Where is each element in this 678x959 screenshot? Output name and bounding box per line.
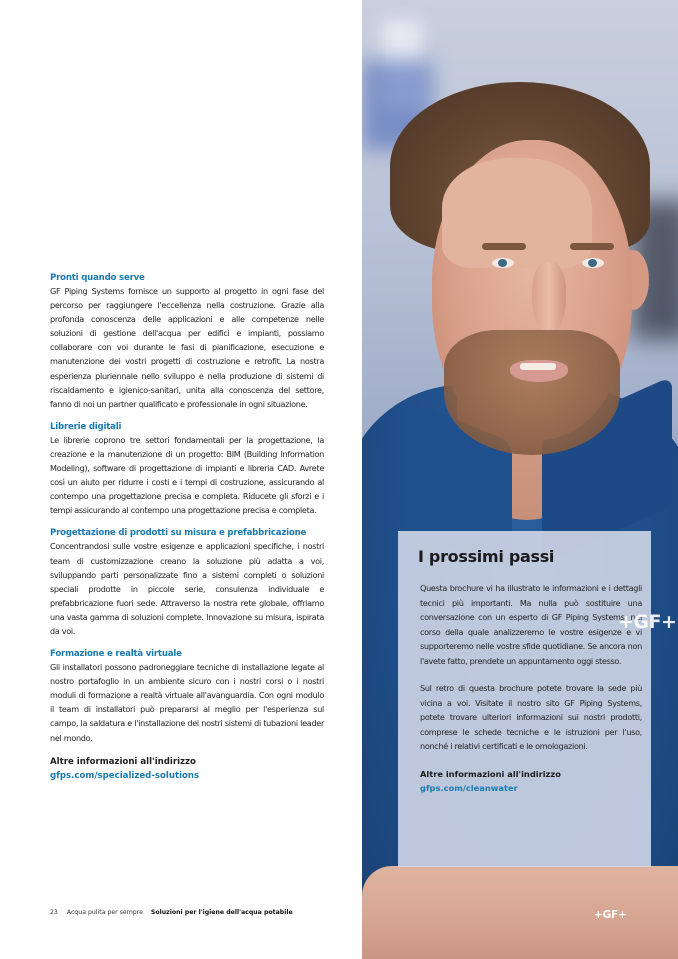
cleanwater-link[interactable]: gfps.com/cleanwater xyxy=(420,782,518,793)
forearm xyxy=(362,866,678,959)
left-column xyxy=(50,272,324,783)
section-title: Pronti quando serve xyxy=(50,273,145,283)
brochure-name: Acqua pulita per sempre xyxy=(66,909,143,916)
next-steps-paragraph: Sul retro di questa brochure potete trovare la sede più vicina a voi. Visitate il nostro sito GF Piping Systems, potete trovare ulteriori informazioni sui nostri prodotti, comprese le schede tecniche e le istruzioni per l'uso, nonché i relativi certificati e le omologazioni. xyxy=(420,683,642,751)
section-custom-products xyxy=(50,527,324,638)
section-title: Progettazione di prodotti su misura e prefabbricazione xyxy=(50,528,307,539)
section-title: Librerie digitali xyxy=(50,421,122,432)
next-steps-title: I prossimi passi xyxy=(418,547,555,566)
eye-right xyxy=(582,258,604,268)
teeth xyxy=(520,363,556,370)
more-info-label: Altre informazioni all'indirizzo xyxy=(50,756,196,767)
eyebrow-right xyxy=(570,243,614,250)
next-steps-box xyxy=(398,531,651,867)
section-body: Le librerie coprono tre settori fondamentali per la progettazione, la creazione e la manutenzione di un progetto: BIM (Building Information Modeling), software di progettazione di impianti e libreria CAD. Avrete così un aiuto per ridurre i costi e i tempi di costruzione, assicurando al contempo una progettazione precisa e completa. Riducete gli sforzi e i tempi assicurando al contempo una progettazione precisa e completa. xyxy=(50,434,324,516)
specialized-solutions-link[interactable]: gfps.com/specialized-solutions xyxy=(50,770,200,781)
more-info-label: Altre informazioni all'indirizzo xyxy=(420,768,561,779)
page-number: 23 xyxy=(50,909,58,916)
section-body: GF Piping Systems fornisce un supporto al progetto in ogni fase del percorso per raggiungere l'eccellenza nella costruzione. Grazie alla profonda conoscenza delle applicazioni e alle competenze nelle soluzioni di gestione dell'acqua per edifici e impianti, possiamo collaborare con voi durante le fasi di pianificazione, esecuzione e manutenzione dei vostri progetti di costruzione e retrofit. La nostra esperienza pluriennale nello sviluppo e nella produzione di sistemi di riscaldamento e igienico-sanitari, unita alla conoscenza del settore, fanno di noi un partner qualificato e professionale in ogni situazione. xyxy=(50,286,324,409)
gf-logo: +GF+ xyxy=(594,909,627,921)
section-body: Concentrandosi sulle vostre esigenze e applicazioni specifiche, i nostri team di customizzazione creano la soluzione più adatta a voi, sviluppando parti personalizzate fino a sistemi completi o soluzioni speciali prodotte in piccole serie, consulenza individuale e prefabbricazione fuori sede. Attraverso la nostra rete globale, offriamo una vasta gamma di soluzioni complete. Innovazione su misura, ispirata da voi. xyxy=(50,541,324,636)
brochure-title: Soluzioni per l'igiene dell'acqua potabile xyxy=(150,909,293,916)
section-ready xyxy=(50,272,324,411)
section-training-vr xyxy=(50,648,324,745)
section-body: Gli installatori possono padroneggiare tecniche di installazione legate al nostro portafoglio in un ambiente sicuro con i nostri corsi o i nostri moduli di formazione a realtà virtuale all'avanguardia. Con ogni modulo il team di installatori può prepararsi al meglio per l'esperienza sul campo, la saldatura e l'installazione dei nostri sistemi di tubazioni leader nel mondo. xyxy=(50,662,324,743)
beard xyxy=(444,330,620,455)
gf-logo-watermark: +GF+ xyxy=(618,611,677,633)
eyebrow-left xyxy=(482,243,526,250)
nose xyxy=(532,262,566,334)
next-steps-paragraph: Questa brochure vi ha illustrato le informazioni e i dettagli tecnici più importanti. Ma nulla può sostituire una conversazione con un esperto di GF Piping Systems, nel corso della quale analizzeremo le vostre esigenze e vi supporteremo nelle vostre sfide quotidiane. Se ancora non l'avete fatto, prendete un appuntamento oggi stesso. xyxy=(420,583,642,666)
eye-left xyxy=(492,258,514,268)
page-footer xyxy=(50,909,293,916)
section-digital-libraries xyxy=(50,421,324,518)
section-title: Formazione e realtà virtuale xyxy=(50,649,182,660)
